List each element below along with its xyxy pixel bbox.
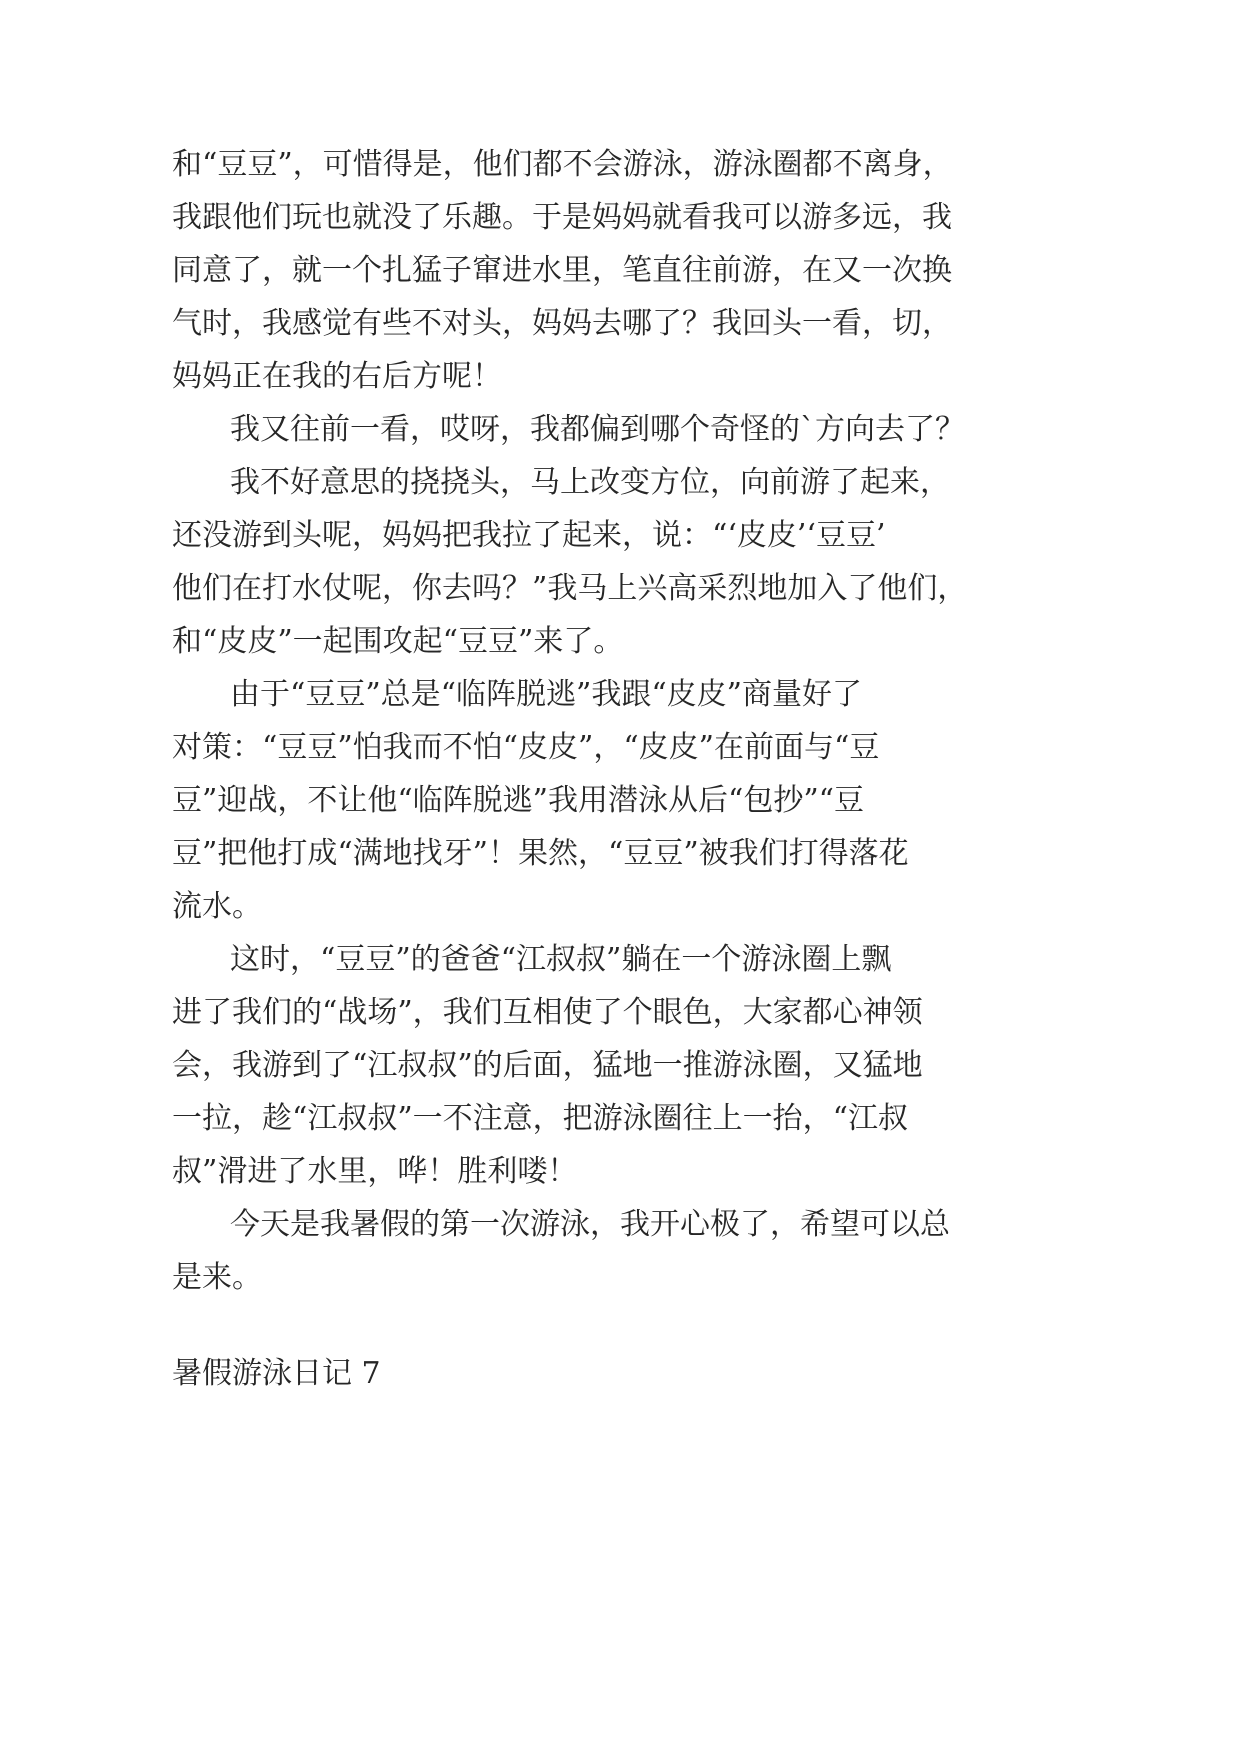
text-line: 我又往前一看，哎呀，我都偏到哪个奇怪的`方向去了？ [230,412,965,447]
text-line: 由于“豆豆”总是“临阵脱逃”我跟“皮皮”商量好了 [230,677,863,712]
text-line: 妈妈正在我的右后方呢！ [172,359,502,394]
text-line: 气时，我感觉有些不对头，妈妈去哪了？我回头一看，切， [172,306,952,341]
text-line: 我不好意思的挠挠头，马上改变方位，向前游了起来， [230,465,950,500]
text-line: 一拉，趁“江叔叔”一不注意，把游泳圈往上一抬，“江叔 [172,1101,909,1136]
text-line: 今天是我暑假的第一次游泳，我开心极了，希望可以总 [230,1207,950,1242]
text-line: 进了我们的“战场”，我们互相使了个眼色，大家都心神领 [172,995,923,1030]
text-line: 会，我游到了“江叔叔”的后面，猛地一推游泳圈，又猛地 [172,1048,923,1083]
text-line: 和“皮皮”一起围攻起“豆豆”来了。 [172,624,624,659]
text-line: 还没游到头呢，妈妈把我拉了起来，说：“‘皮皮’‘豆豆’ [172,518,886,553]
text-line: 同意了，就一个扎猛子窜进水里，笔直往前游，在又一次换 [172,253,952,288]
text-line: 流水。 [172,889,262,924]
section-heading: 暑假游泳日记 7 [172,1356,381,1391]
text-line: 是来。 [172,1260,262,1295]
text-line: 我跟他们玩也就没了乐趣。于是妈妈就看我可以游多远，我 [172,200,952,235]
text-line: 和“豆豆”，可惜得是，他们都不会游泳，游泳圈都不离身， [172,147,953,182]
text-line: 对策：“豆豆”怕我而不怕“皮皮”，“皮皮”在前面与“豆 [172,730,880,765]
text-line: 豆”把他打成“满地找牙”！果然，“豆豆”被我们打得落花 [172,836,909,871]
text-line: 他们在打水仗呢，你去吗？”我马上兴高采烈地加入了他们， [172,571,968,606]
text-line: 这时，“豆豆”的爸爸“江叔叔”躺在一个游泳圈上飘 [230,942,892,977]
text-line: 叔”滑进了水里，哗！胜利喽！ [172,1154,578,1189]
text-line: 豆”迎战，不让他“临阵脱逃”我用潜泳从后“包抄”“豆 [172,783,865,818]
